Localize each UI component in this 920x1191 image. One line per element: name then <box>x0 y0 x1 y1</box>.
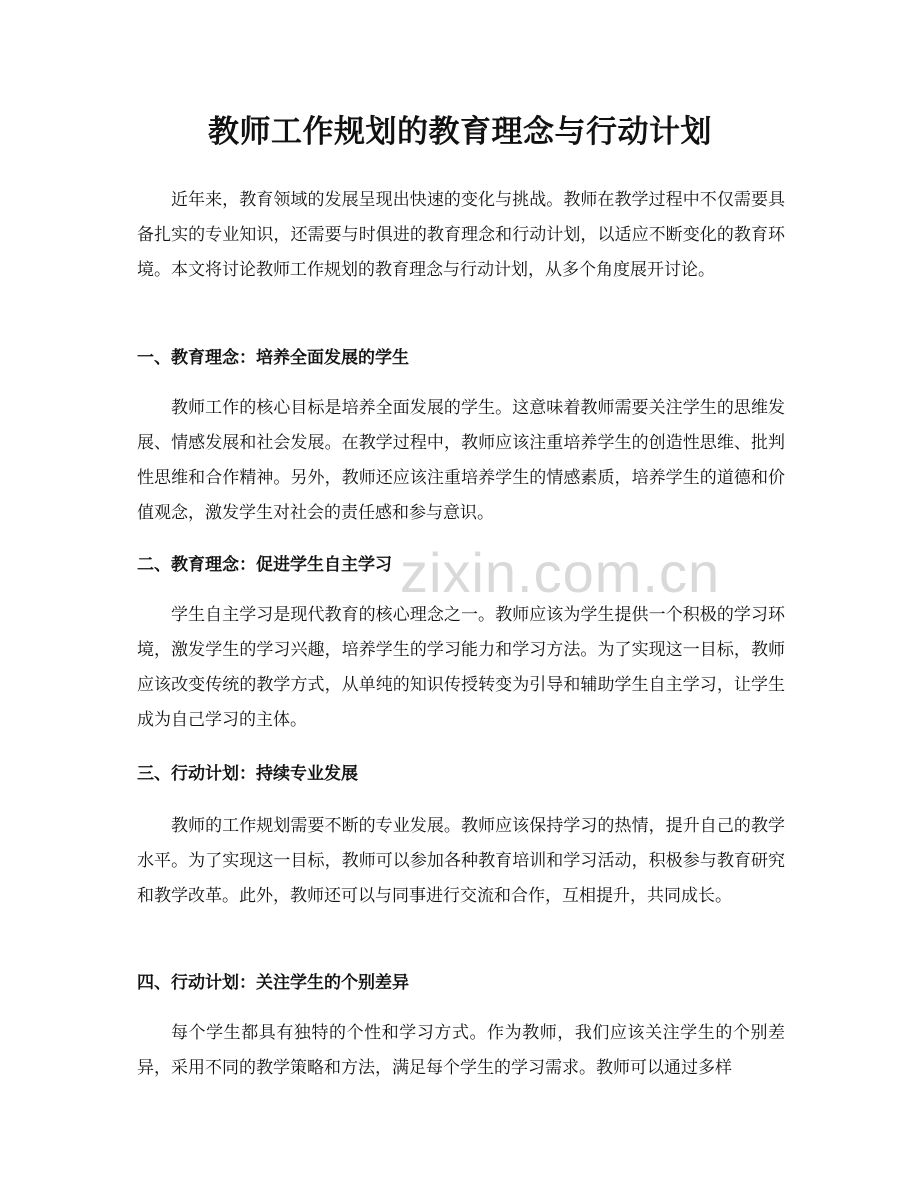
section-1-body: 教师工作的核心目标是培养全面发展的学生。这意味着教师需要关注学生的思维发展、情感发展和社会发展。在教学过程中，教师应该注重培养学生的创造性思维、批判性思维和合作精神。另外，教师还应该注重培养学生的情感素质，培养学生的道德和价值观念，激发学生对社会的责任感和参与意识。 <box>137 398 785 523</box>
intro-paragraph: 近年来，教育领域的发展呈现出快速的变化与挑战。教师在教学过程中不仅需要具备扎实的专业知识，还需要与时俱进的教育理念和行动计划，以适应不断变化的教育环境。本文将讨论教师工作规划的教育理念与行动计划，从多个角度展开讨论。 <box>137 190 785 280</box>
section-4-heading: 四、行动计划：关注学生的个别差异 <box>137 973 409 993</box>
section-2-heading: 二、教育理念：促进学生自主学习 <box>137 555 392 575</box>
section-2-body: 学生自主学习是现代教育的核心理念之一。教师应该为学生提供一个积极的学习环境，激发学生的学习兴趣，培养学生的学习能力和学习方法。为了实现这一目标，教师应该改变传统的教学方式，从单纯的知识传授转变为引导和辅助学生自主学习，让学生成为自己学习的主体。 <box>137 605 785 730</box>
watermark: zixin.com.cn <box>400 541 721 604</box>
section-4-body: 每个学生都具有独特的个性和学习方式。作为教师，我们应该关注学生的个别差异，采用不同的教学策略和方法，满足每个学生的学习需求。教师可以通过多样 <box>137 1023 785 1078</box>
section-3-body: 教师的工作规划需要不断的专业发展。教师应该保持学习的热情，提升自己的教学水平。为了实现这一目标，教师可以参加各种教育培训和学习活动，积极参与教育研究和教学改革。此外，教师还可以与同事进行交流和合作，互相提升，共同成长。 <box>137 816 785 906</box>
document-title: 教师工作规划的教育理念与行动计划 <box>208 114 712 150</box>
section-3-heading: 三、行动计划：持续专业发展 <box>137 764 358 784</box>
section-1-heading: 一、教育理念：培养全面发展的学生 <box>137 348 409 368</box>
